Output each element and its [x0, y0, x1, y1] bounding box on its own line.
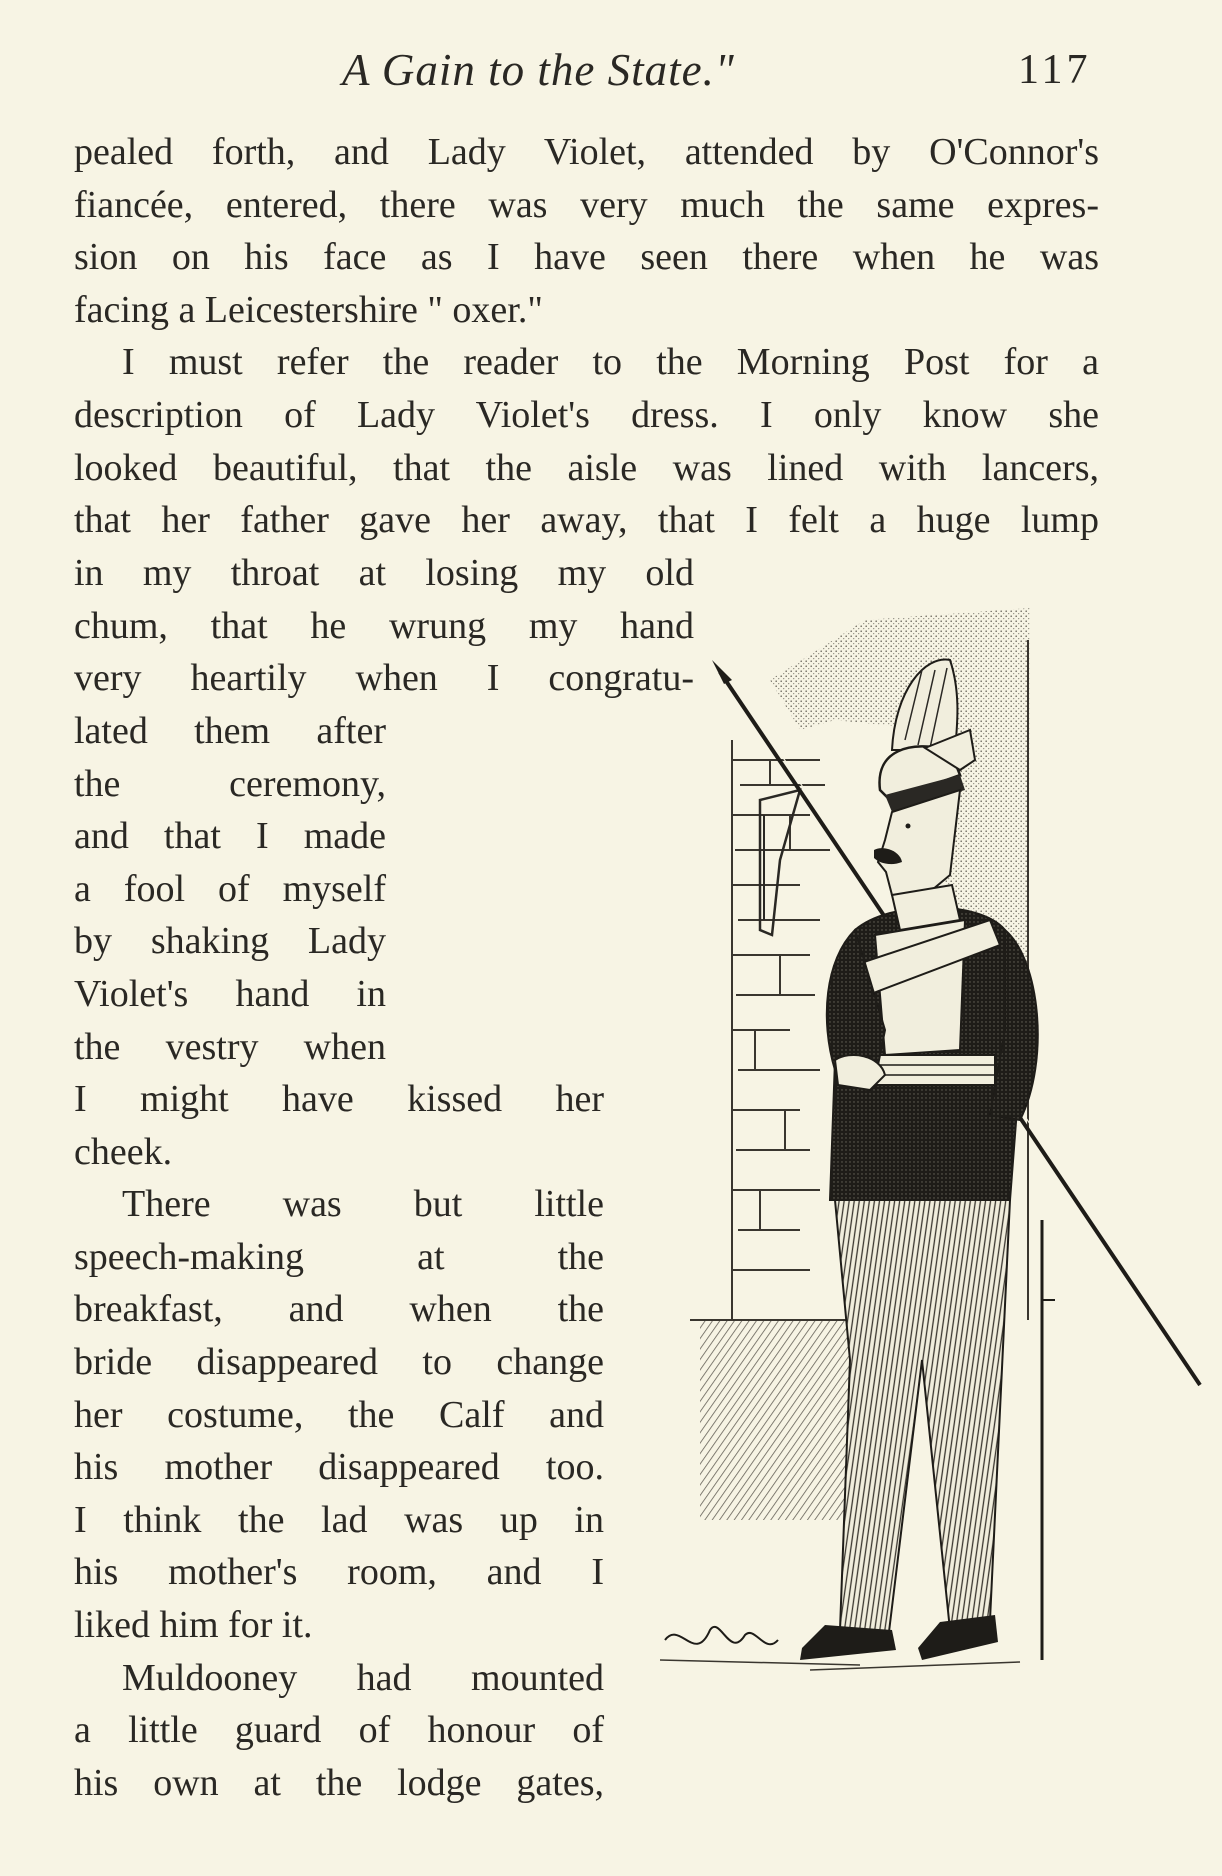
text-line: liked him for it.: [74, 1603, 313, 1646]
lancer-illustration: [660, 600, 1205, 1780]
text-line: bride disappeared to change: [74, 1340, 604, 1383]
page-number: 117: [1018, 47, 1092, 93]
text-line: looked beautiful, that the aisle was lined with lancers,: [74, 446, 1099, 489]
text-line: pealed forth, and Lady Violet, attended by O'Connor's: [74, 131, 1099, 173]
text-line: chum, that he wrung my hand: [74, 604, 694, 647]
text-line: his mother's room, and I: [74, 1551, 604, 1594]
lower-text: [74, 1073, 604, 1809]
lancer-drawing: [660, 600, 1205, 1780]
text-line: sion on his face as I have seen there when he was: [74, 236, 1099, 279]
running-title: A Gain to the State.": [342, 45, 735, 95]
full-width-text: [74, 126, 1099, 547]
text-line: his own at the lodge gates,: [74, 1761, 604, 1804]
text-line: and that I made: [74, 815, 386, 858]
text-line: I think the lad was up in: [74, 1498, 604, 1541]
artist-signature: [665, 1627, 778, 1644]
text-line: by shaking Lady: [74, 920, 386, 963]
text-line: facing a Leicestershire " oxer.": [74, 288, 543, 331]
text-line: breakfast, and when the: [74, 1288, 604, 1331]
text-line: the vestry when: [74, 1025, 386, 1068]
brick-column: [732, 740, 830, 1320]
text-line: Violet's hand in: [74, 972, 386, 1015]
text-line: lated them after: [74, 710, 386, 752]
text-line: cheek.: [74, 1130, 173, 1173]
text-line: his mother disappeared too.: [74, 1446, 604, 1489]
text-line: the ceremony,: [74, 762, 386, 805]
text-line: in my throat at losing my old: [74, 552, 694, 594]
text-line: that her father gave her away, that I felt a huge lump: [74, 499, 1099, 542]
text-line: a little guard of honour of: [74, 1709, 604, 1752]
text-line: Muldooney had mounted: [122, 1656, 604, 1699]
left-boot: [800, 1625, 896, 1660]
trousers: [835, 1200, 1010, 1640]
lance-pennon: [760, 790, 800, 935]
mid-width-text: [74, 547, 694, 705]
running-head: [0, 44, 1222, 104]
right-boot: [918, 1615, 998, 1660]
text-line: fiancée, entered, there was very much the same expres-: [74, 183, 1099, 226]
text-line: There was but little: [122, 1183, 604, 1226]
text-line: speech-making at the: [74, 1235, 604, 1278]
narrow-text: [74, 705, 386, 1073]
text-line: I must refer the reader to the Morning Post for a: [122, 341, 1099, 384]
text-line: her costume, the Calf and: [74, 1393, 604, 1436]
text-line: description of Lady Violet's dress. I only know she: [74, 393, 1099, 436]
text-line: a fool of myself: [74, 867, 386, 910]
text-line: I might have kissed her: [74, 1078, 604, 1120]
text-line: very heartily when I congratu-: [74, 657, 694, 700]
